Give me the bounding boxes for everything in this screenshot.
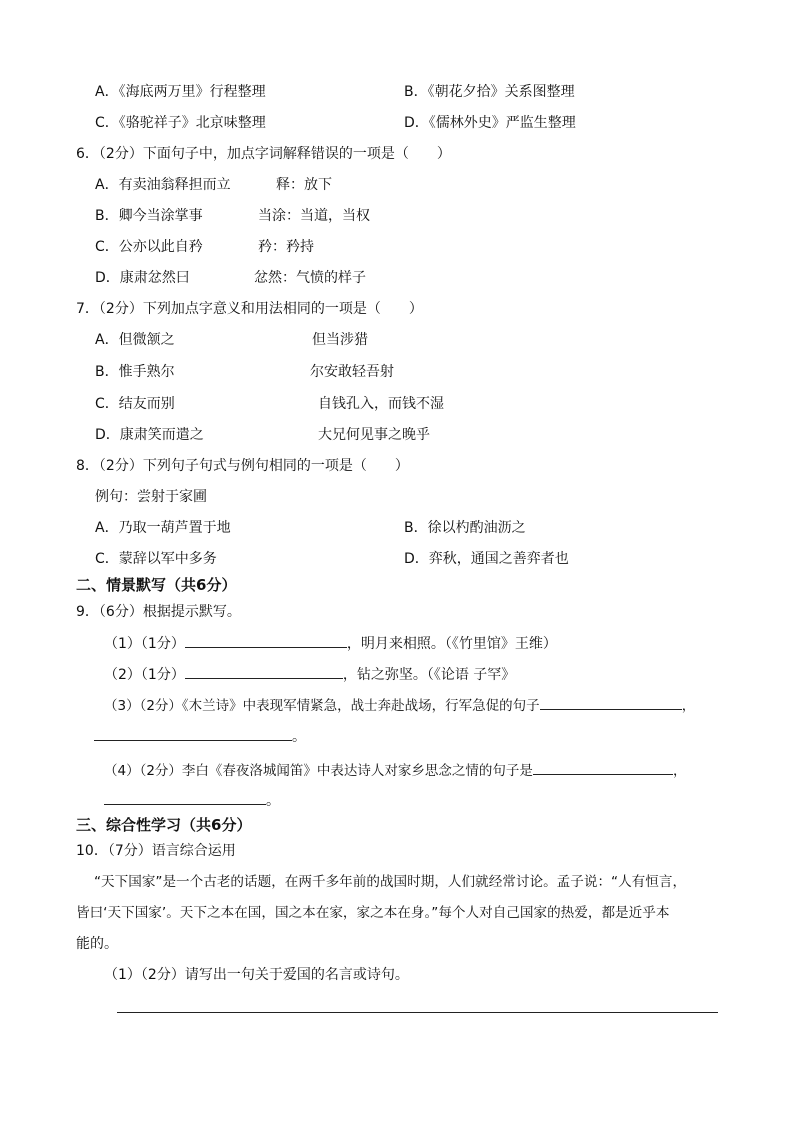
q9-item-2 — [104, 664, 515, 685]
q7-option-d-left: D．康肃笑而遣之 — [95, 427, 204, 443]
q9-item-4-blank-1[interactable] — [533, 760, 673, 775]
q8-option-d: D．弈秋，通国之善弈者也 — [404, 551, 569, 567]
q9-item-1 — [104, 633, 557, 654]
q7-option-b-left: B．惟手熟尔 — [95, 364, 175, 380]
q7-option-d-right: 大兄何见事之晚乎 — [318, 427, 430, 443]
q7-option-a-left: A．但微颔之 — [95, 332, 175, 348]
q7-option-b-right: 尔安敢轻吾射 — [310, 364, 394, 380]
q6-option-c-gloss: 矜：矜持 — [258, 239, 314, 255]
q6-option-b: B．卿今当涂掌事 — [95, 208, 203, 224]
q7-option-c-left: C．结友而别 — [95, 396, 175, 412]
q6-stem: 6．（2分）下面句子中，加点字词解释错误的一项是（ ） — [76, 146, 451, 162]
q10-paragraph-line-2: 皆曰‘天下国家’。天下之本在国，国之本在家，家之本在身。”每个人对自己国家的热爱，都是近乎本 — [76, 905, 670, 921]
q9-item-3-prefix: （3）（2分）《木兰诗》中表现军情紧急，战士奔赴战场，行军急促的句子 — [104, 698, 540, 714]
q5-option-d: D．《儒林外史》严监生整理 — [404, 115, 576, 131]
q9-item-1-prefix: （1）（1分） — [104, 636, 185, 652]
q6-option-d-gloss: 忿然：气愤的样子 — [254, 270, 366, 286]
q9-item-3-blank-2[interactable] — [94, 726, 292, 741]
q7-option-c-right: 自钱孔入，而钱不湿 — [318, 396, 444, 412]
q6-option-a: A．有卖油翁释担而立 — [95, 177, 231, 193]
q10-sub-1-answer-line[interactable] — [117, 1012, 718, 1013]
q10-sub-1: （1）（2分）请写出一句关于爱国的名言或诗句。 — [104, 967, 409, 983]
q9-item-2-prefix: （2）（1分） — [104, 667, 185, 683]
q9-item-4 — [104, 760, 686, 781]
q9-item-3-line-2 — [94, 726, 306, 747]
q7-stem: 7．（2分）下列加点字意义和用法相同的一项是（ ） — [76, 301, 423, 317]
q9-item-2-blank[interactable] — [185, 664, 343, 679]
q9-item-4-end: 。 — [266, 793, 280, 809]
q8-stem: 8．（2分）下列句子句式与例句相同的一项是（ ） — [76, 458, 409, 474]
q8-option-a: A．乃取一葫芦置于地 — [95, 520, 231, 536]
q5-option-b: B．《朝花夕拾》关系图整理 — [404, 84, 575, 100]
q6-option-c: C．公亦以此自矜 — [95, 239, 203, 255]
q9-item-3-end: 。 — [292, 729, 306, 745]
q9-item-3 — [104, 695, 695, 716]
q9-item-3-blank-1[interactable] — [540, 695, 682, 710]
q5-option-a: A．《海底两万里》行程整理 — [95, 84, 266, 100]
q7-option-a-right: 但当涉猎 — [312, 332, 368, 348]
q9-item-2-suffix: ，钻之弥坚。（《论语 子罕》 — [342, 667, 516, 683]
q8-example: 例句：尝射于家圃 — [95, 489, 207, 505]
q9-item-1-suffix: ，明月来相照。（《竹里馆》王维） — [346, 636, 557, 652]
q9-item-1-blank[interactable] — [185, 633, 347, 648]
q10-paragraph-line-3: 能的。 — [76, 936, 118, 952]
q6-option-a-gloss: 释：放下 — [276, 177, 332, 193]
q9-item-4-blank-2[interactable] — [104, 790, 266, 805]
q9-item-3-mid: ， — [681, 698, 696, 714]
q10-stem: 10．（7分）语言综合运用 — [76, 843, 236, 859]
section-heading-comprehensive: 三、综合性学习（共6分） — [76, 816, 252, 834]
section-heading-dictation: 二、情景默写（共6分） — [76, 576, 237, 594]
q8-option-b: B．徐以杓酌油沥之 — [404, 520, 526, 536]
q5-option-c: C．《骆驼祥子》北京味整理 — [95, 115, 266, 131]
q10-paragraph-line-1: “天下国家”是一个古老的话题，在两千多年前的战国时期，人们就经常讨论。孟子说：“人有恒言， — [94, 874, 687, 890]
q6-option-d: D．康肃忿然曰 — [95, 270, 190, 286]
q9-item-4-line-2 — [104, 790, 280, 811]
q8-option-c: C．蒙辞以军中多务 — [95, 551, 217, 567]
q6-option-b-gloss: 当涂：当道，当权 — [258, 208, 370, 224]
q9-item-4-prefix: （4）（2分）李白《春夜洛城闻笛》中表达诗人对家乡思念之情的句子是 — [104, 763, 533, 779]
q9-stem: 9．（6分）根据提示默写。 — [76, 604, 241, 620]
q9-item-4-mid: ， — [672, 763, 687, 779]
